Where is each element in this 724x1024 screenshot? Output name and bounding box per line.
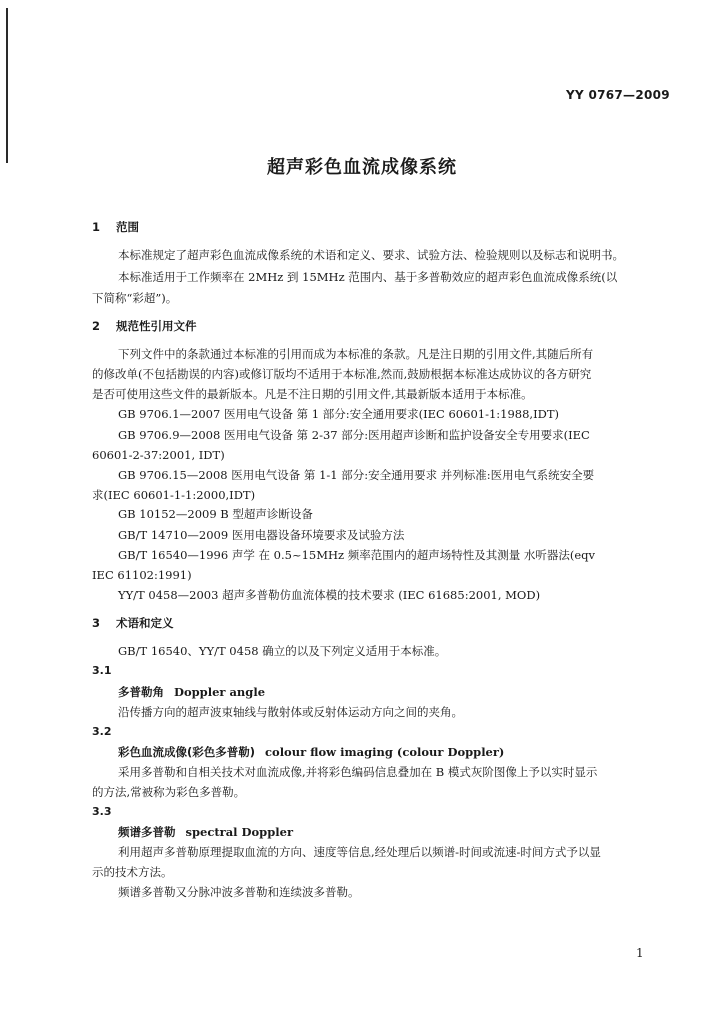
reference-line: 求(IEC 60601-1-1:2000,IDT) xyxy=(92,488,256,502)
section-number: 1 xyxy=(92,220,101,234)
section-title: 规范性引用文件 xyxy=(116,319,197,333)
clause-number: 3.3 xyxy=(92,805,112,818)
reference-line: YY/T 0458—2003 超声多普勒仿血流体模的技术要求 (IEC 61685:2001, MOD) xyxy=(118,588,541,602)
reference-line: GB 10152—2009 B 型超声诊断设备 xyxy=(118,507,313,521)
reference-line: 60601-2-37:2001, IDT) xyxy=(92,448,225,462)
definition-line: 的方法,常被称为彩色多普勒。 xyxy=(92,785,246,799)
reference-line: GB 9706.9—2008 医用电气设备 第 2-37 部分:医用超声诊断和监护设备安全专用要求(IEC xyxy=(118,428,590,442)
term-english: Doppler angle xyxy=(174,685,266,699)
paragraph-line: 是否可使用这些文件的最新版本。凡是不注日期的引用文件,其最新版本适用于本标准。 xyxy=(92,387,533,401)
page-number: 1 xyxy=(636,946,644,960)
term-chinese: 彩色血流成像(彩色多普勒) xyxy=(118,745,256,759)
definition-line: 频谱多普勒又分脉冲波多普勒和连续波多普勒。 xyxy=(118,885,360,899)
reference-line: GB 9706.1—2007 医用电气设备 第 1 部分:安全通用要求(IEC 60601-1:1988,IDT) xyxy=(118,407,559,421)
section-3-heading xyxy=(92,615,174,631)
term-line xyxy=(118,684,265,700)
clause-number: 3.2 xyxy=(92,725,112,738)
paragraph-line: 的修改单(不包括勘误的内容)或修订版均不适用于本标准,然而,鼓励根据本标准达成协议的各方研究 xyxy=(92,367,592,381)
reference-line: GB/T 14710—2009 医用电器设备环境要求及试验方法 xyxy=(118,528,405,542)
term-line xyxy=(118,824,293,840)
term-line xyxy=(118,744,504,760)
section-number: 2 xyxy=(92,319,101,333)
paragraph-line: 本标准适用于工作频率在 2MHz 到 15MHz 范围内、基于多普勒效应的超声彩色血流成像系统(以 xyxy=(118,270,618,284)
reference-line: GB/T 16540—1996 声学 在 0.5~15MHz 频率范围内的超声场特性及其测量 水听器法(eqv xyxy=(118,548,596,562)
document-title: 超声彩色血流成像系统 xyxy=(267,157,457,178)
standard-number: YY 0767—2009 xyxy=(566,88,670,102)
term-chinese: 频谱多普勒 xyxy=(118,825,176,839)
term-chinese: 多普勒角 xyxy=(118,685,164,699)
paragraph-line: 本标准规定了超声彩色血流成像系统的术语和定义、要求、试验方法、检验规则以及标志和说明书。 xyxy=(118,248,624,262)
paragraph-line: 下简称“彩超”)。 xyxy=(92,291,178,305)
definition-line: 沿传播方向的超声波束轴线与散射体或反射体运动方向之间的夹角。 xyxy=(118,705,463,719)
definition-line: 利用超声多普勒原理提取血流的方向、速度等信息,经处理后以频谱-时间或流速-时间方式予以显 xyxy=(118,845,601,859)
term-english: colour flow imaging (colour Doppler) xyxy=(265,745,505,759)
reference-line: IEC 61102:1991) xyxy=(92,568,192,582)
paragraph-line: 下列文件中的条款通过本标准的引用而成为本标准的条款。凡是注日期的引用文件,其随后所有 xyxy=(118,347,594,361)
clause-number: 3.1 xyxy=(92,664,112,677)
section-title: 术语和定义 xyxy=(116,616,174,630)
section-2-heading xyxy=(92,318,197,334)
scan-edge xyxy=(6,8,8,163)
definition-line: 示的技术方法。 xyxy=(92,865,173,879)
paragraph-line: GB/T 16540、YY/T 0458 确立的以及下列定义适用于本标准。 xyxy=(118,644,447,658)
definition-line: 采用多普勒和自相关技术对血流成像,并将彩色编码信息叠加在 B 模式灰阶图像上予以实时显示 xyxy=(118,765,598,779)
term-english: spectral Doppler xyxy=(185,825,293,839)
section-title: 范围 xyxy=(116,220,139,234)
section-1-heading xyxy=(92,219,139,235)
section-number: 3 xyxy=(92,616,101,630)
reference-line: GB 9706.15—2008 医用电气设备 第 1-1 部分:安全通用要求 并列标准:医用电气系统安全要 xyxy=(118,468,595,482)
